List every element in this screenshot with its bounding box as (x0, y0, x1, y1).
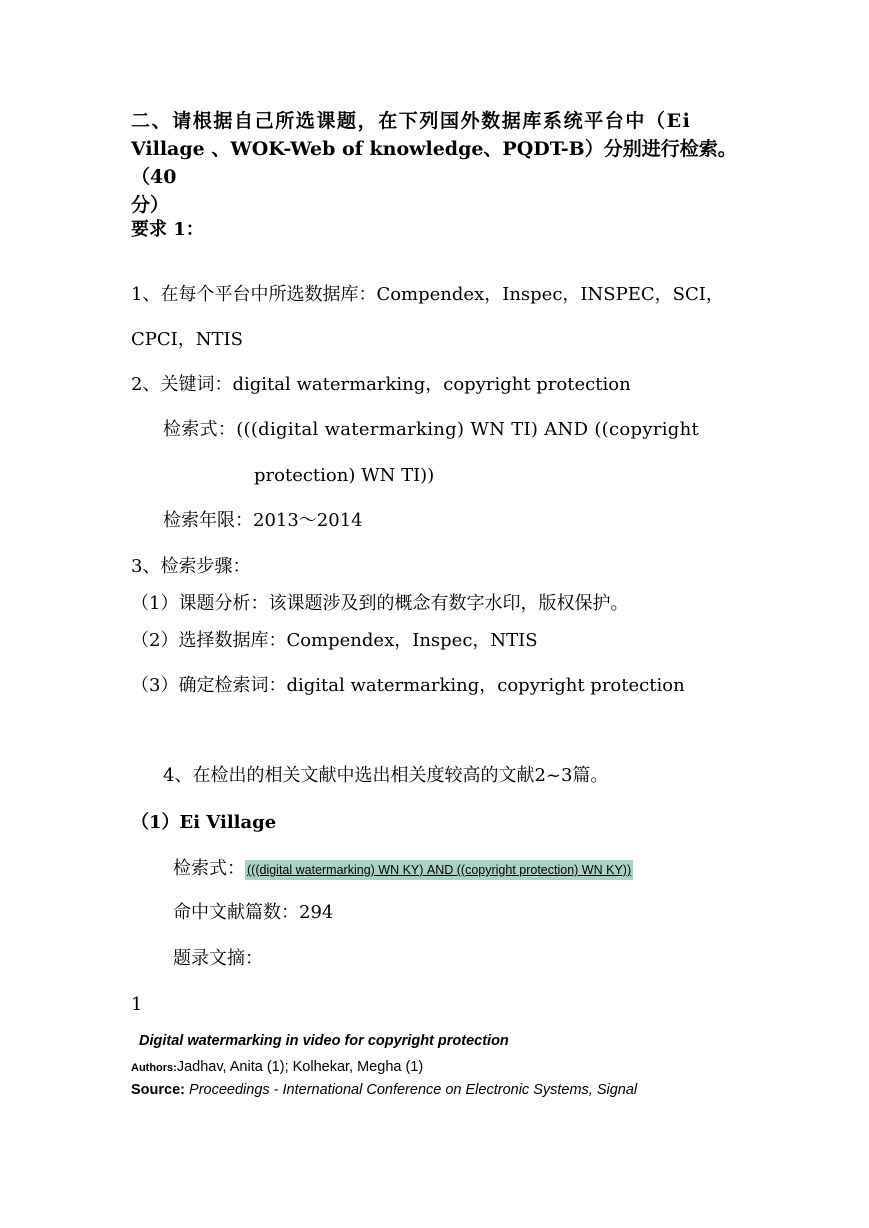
source-value: Proceedings - International Conference on Electronic Systems, Signal (189, 1082, 638, 1098)
procedure-sub-2: （2）选择数据库：Compendex，Inspec，NTIS (131, 630, 538, 651)
procedure-sub-1: （1）课题分析：该课题涉及到的概念有数字水印，版权保护。 (131, 593, 629, 614)
record-authors (131, 1059, 423, 1075)
heading-line-3: 分） (131, 194, 170, 216)
requirement-title: 要求 1： (131, 219, 204, 240)
ei-hits-line: 命中文献篇数：294 (173, 902, 334, 923)
procedure-sub-3: （3）确定检索词：digital watermarking，copyright protection (131, 675, 685, 696)
step-4-line: 4、在检出的相关文献中选出相关度较高的文献2~3篇。 (163, 765, 609, 786)
query-line-1: 检索式：(((digital watermarking) WN TI) AND ((copyright (163, 419, 700, 440)
ei-abstracts-label: 题录文摘： (173, 948, 263, 969)
years-line: 检索年限：2013～2014 (163, 510, 363, 531)
databases-line-1: 1、在每个平台中所选数据库：Compendex，Inspec，INSPEC，SCI， (131, 284, 724, 305)
authors-label: Authors: (131, 1062, 177, 1074)
record-title[interactable]: Digital watermarking in video for copyright protection (139, 1033, 509, 1049)
procedure-title: 3、检索步骤： (131, 556, 251, 577)
ei-query-row (173, 857, 633, 882)
authors-value: Jadhav, Anita (1); Kolhekar, Megha (1) (176, 1059, 424, 1075)
source-label: Source: (131, 1082, 185, 1098)
query-line-2: protection) WN TI)) (254, 465, 435, 486)
ei-village-label: （1）Ei Village (131, 812, 277, 833)
keywords-line: 2、关键词：digital watermarking，copyright protection (131, 374, 631, 395)
ei-query-link[interactable]: (((digital watermarking) WN KY) AND ((copyright protection) WN KY)) (245, 860, 633, 880)
section-heading (131, 107, 741, 219)
heading-line-2: Village 、WOK-Web of knowledge、PQDT-B）分别进行检索。（40 (131, 138, 737, 188)
record-number: 1 (131, 994, 143, 1015)
databases-line-2: CPCI，NTIS (131, 329, 243, 350)
record-source (131, 1082, 637, 1098)
ei-query-label: 检索式： (173, 858, 245, 879)
heading-line-1: 二、请根据自己所选课题，在下列国外数据库系统平台中（Ei (131, 110, 692, 132)
